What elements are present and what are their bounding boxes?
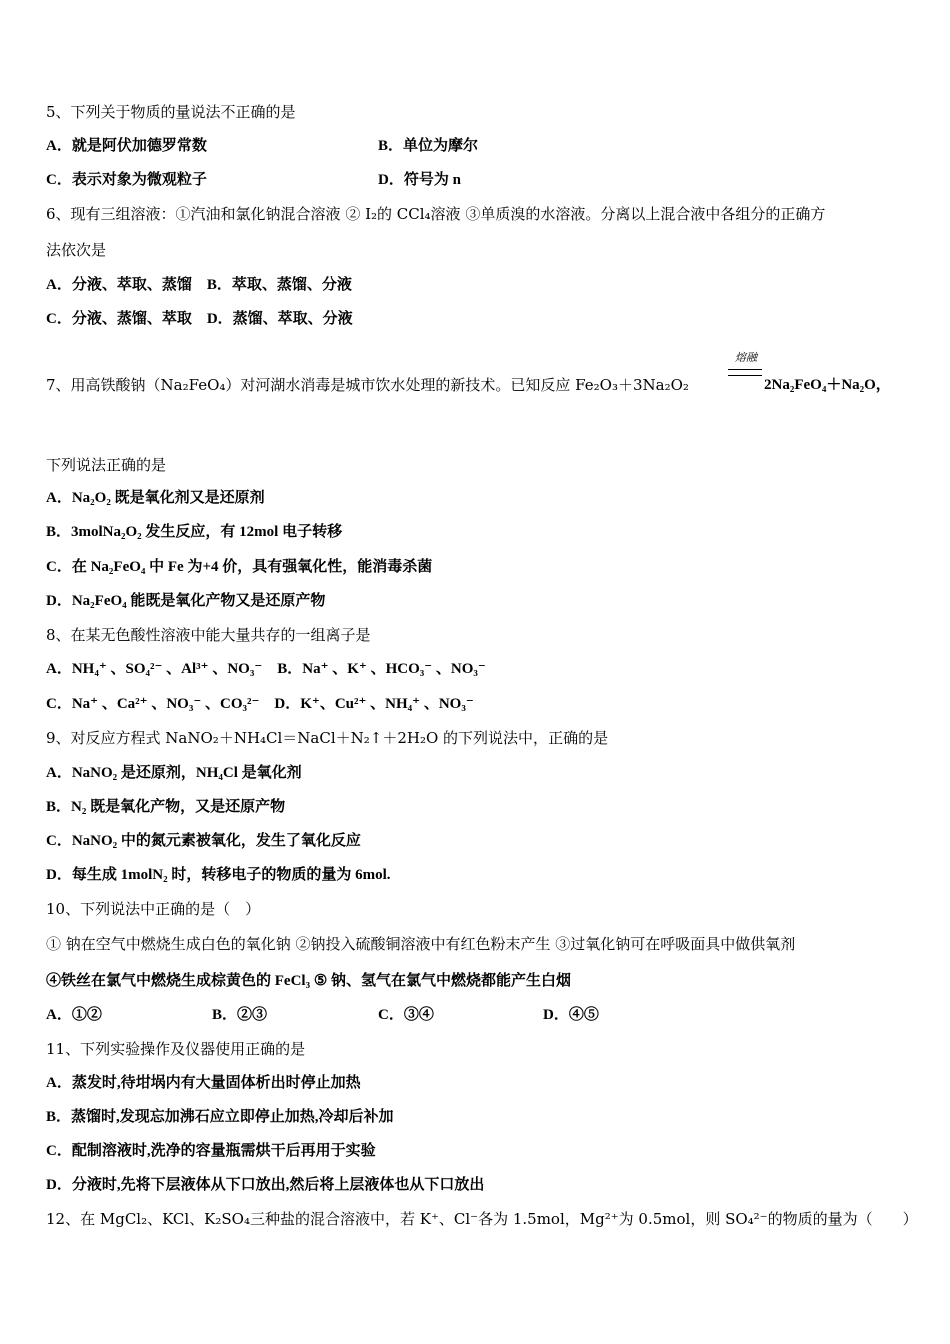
q11-stem: 11、下列实验操作及仪器使用正确的是 (46, 1040, 306, 1058)
q5-option-b: B．单位为摩尔 (378, 138, 479, 154)
q7-stem-line1-products: 2Na₂FeO₄＋Na₂O， (764, 377, 891, 393)
q7-option-c: C．在 Na₂FeO₄ 中 Fe 为+4 价，具有强氧化性，能消毒杀菌 (46, 559, 433, 575)
q9-option-a: A．NaNO₂ 是还原剂，NH₄Cl 是氧化剂 (46, 765, 302, 781)
q9-option-d: D．每生成 1molN₂ 时，转移电子的物质的量为 6mol. (46, 867, 391, 883)
q10-option-b: B．②③ (212, 1007, 268, 1023)
q10-stem: 10、下列说法中正确的是（ ） (46, 900, 261, 918)
q5-stem: 5、下列关于物质的量说法不正确的是 (46, 103, 296, 121)
q7-option-d: D．Na₂FeO₄ 能既是氧化产物又是还原产物 (46, 593, 326, 609)
q5-option-d: D．符号为 n (378, 172, 461, 188)
q7-stem-line2: 下列说法正确的是 (46, 456, 167, 474)
q10-option-d: D．④⑤ (543, 1007, 599, 1023)
q11-option-b: B．蒸馏时,发现忘加沸石应立即停止加热,冷却后补加 (46, 1109, 394, 1125)
q9-stem: 9、对反应方程式 NaNO₂＋NH₄Cl＝NaCl＋N₂↑＋2H₂O 的下列说法中，正确的是 (46, 729, 609, 747)
q6-stem-line1: 6、现有三组溶液：①汽油和氯化钠混合溶液 ② I₂的 CCl₄溶液 ③单质溴的水溶液。分离以上混合液中各组分的正确方 (46, 205, 826, 223)
q9-option-b: B．N₂ 既是氧化产物，又是还原产物 (46, 799, 286, 815)
q11-option-a: A．蒸发时,待坩埚内有大量固体析出时停止加热 (46, 1075, 361, 1091)
q9-option-c: C．NaNO₂ 中的氮元素被氧化，发生了氧化反应 (46, 833, 361, 849)
q7-option-b: B．3molNa₂O₂ 发生反应，有 12mol 电子转移 (46, 524, 343, 540)
q11-option-c: C．配制溶液时,洗净的容量瓶需烘干后再用于实验 (46, 1143, 376, 1159)
q5-option-c: C．表示对象为微观粒子 (46, 172, 207, 188)
reaction-equals-sign (728, 369, 762, 376)
q6-options-cd: C．分液、蒸馏、萃取 D．蒸馏、萃取、分液 (46, 311, 353, 327)
q10-option-c: C．③④ (378, 1007, 434, 1023)
q10-option-a: A．①② (46, 1007, 102, 1023)
q10-statements-line2: ④铁丝在氯气中燃烧生成棕黄色的 FeCl₃ ⑤ 钠、氢气在氯气中燃烧都能产生白烟 (46, 973, 572, 989)
q11-option-d: D．分液时,先将下层液体从下口放出,然后将上层液体也从下口放出 (46, 1177, 485, 1193)
q8-options-ab: A．NH₄⁺ 、SO₄²⁻ 、Al³⁺ 、NO₃⁻ B．Na⁺ 、K⁺ 、HCO₃⁻ 、NO₃⁻ (46, 661, 486, 677)
q8-stem: 8、在某无色酸性溶液中能大量共存的一组离子是 (46, 626, 371, 644)
q12-stem: 12、在 MgCl₂、KCl、K₂SO₄三种盐的混合溶液中，若 K⁺、Cl⁻各为 1.5mol，Mg²⁺为 0.5mol，则 SO₄²⁻的物质的量为（ ） (46, 1210, 918, 1228)
q5-option-a: A．就是阿伏加德罗常数 (46, 138, 207, 154)
q6-options-ab: A．分液、萃取、蒸馏 B．萃取、蒸馏、分液 (46, 277, 352, 293)
q7-option-a: A．Na₂O₂ 既是氧化剂又是还原剂 (46, 490, 265, 506)
q8-options-cd: C．Na⁺ 、Ca²⁺ 、NO₃⁻ 、CO₃²⁻ D．K⁺、Cu²⁺ 、NH₄⁺ 、NO₃⁻ (46, 696, 474, 712)
q10-statements-line1: ① 钠在空气中燃烧生成白色的氧化钠 ②钠投入硫酸铜溶液中有红色粉末产生 ③过氧化钠可在呼吸面具中做供氧剂 (46, 935, 796, 953)
q6-stem-line2: 法依次是 (46, 241, 107, 259)
q7-stem-line1: 7、用高铁酸钠（Na₂FeO₄）对河湖水消毒是城市饮水处理的新技术。已知反应 Fe₂O₃＋3Na₂O₂ (46, 376, 689, 394)
reaction-condition-label: 熔融 (735, 351, 757, 364)
